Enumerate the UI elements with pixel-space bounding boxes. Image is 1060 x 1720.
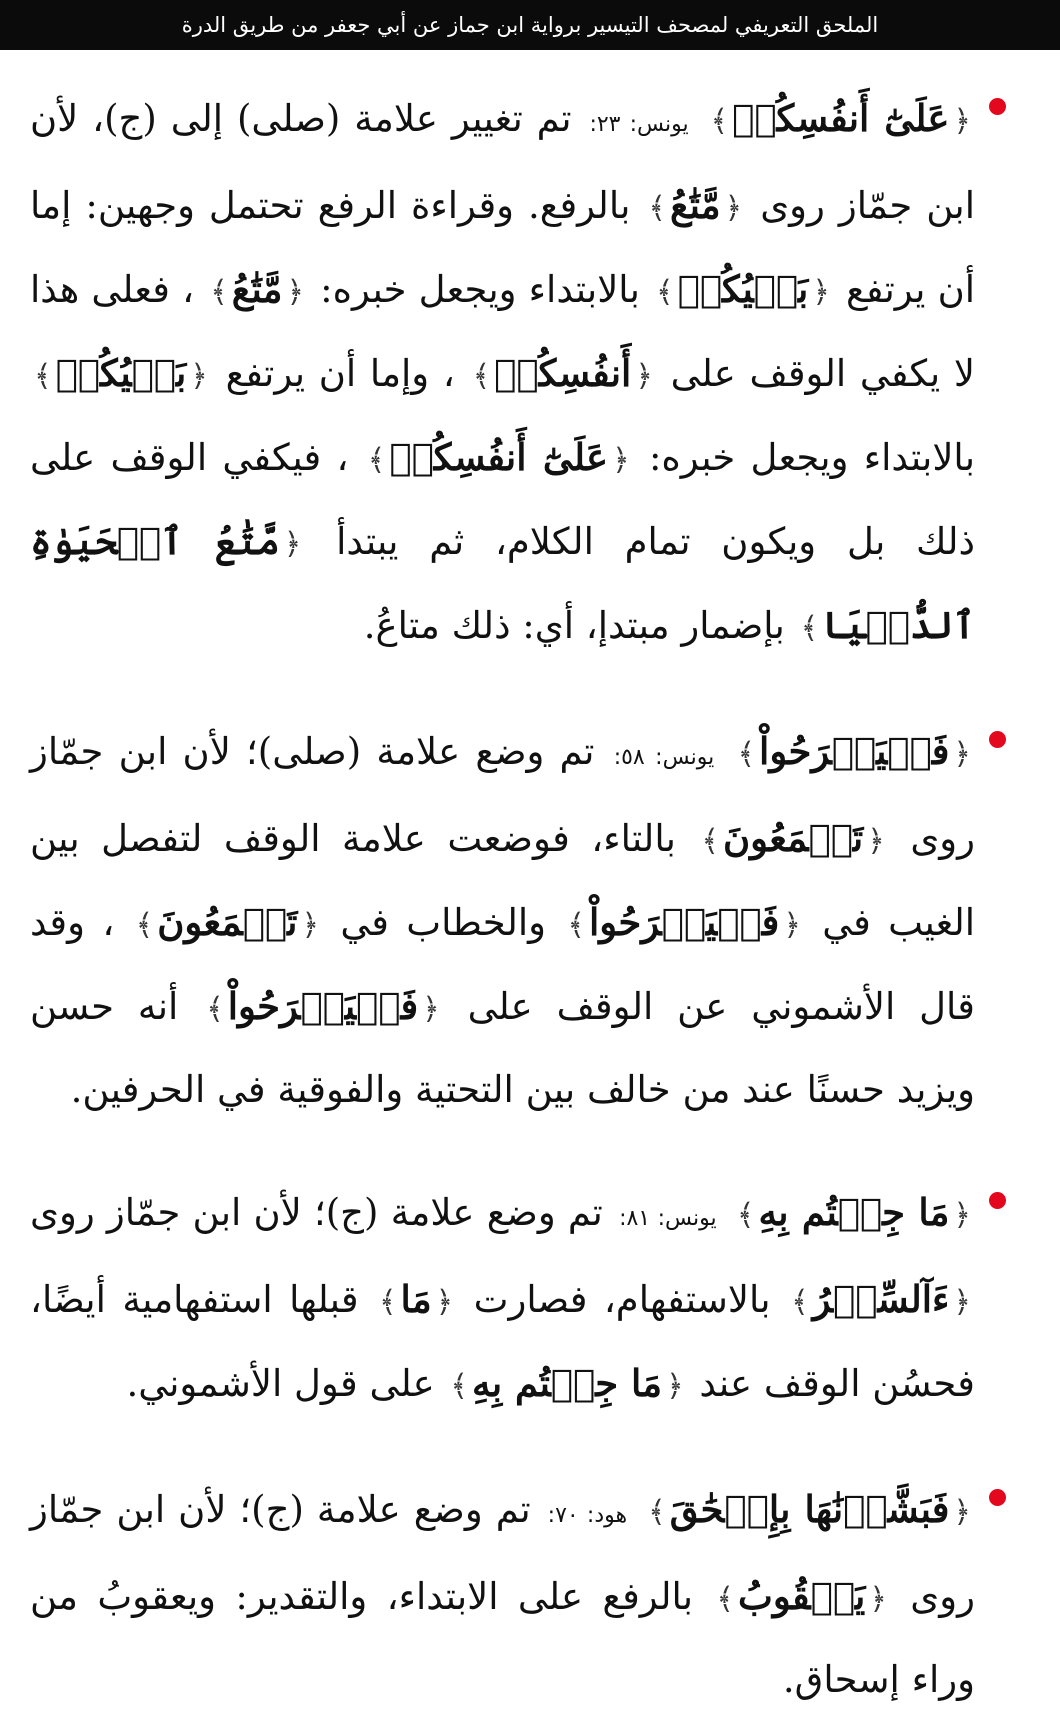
quran-word: بَغۡيُكُمۡ <box>55 351 187 395</box>
quran-word: تَجۡمَعُونَ <box>157 900 298 944</box>
note-sentence: أنه حسن ويزيد حسنًا عند من خالف بين التحتية والفوقية في الحرفين. <box>30 985 975 1111</box>
quran-word: عَلَىٰٓ أَنفُسِكُمۖ <box>389 435 609 479</box>
ornate-bracket-open-icon: ﴿ <box>867 824 885 859</box>
note-item <box>30 1172 1006 1427</box>
note-sentence: قبلها استفهامية أيضًا، فحسُن الوقف عند <box>30 1278 975 1405</box>
ornate-bracket-open-icon: ﴿ <box>724 191 743 226</box>
quran-word: يَعۡقُوبُ <box>737 1574 866 1618</box>
quran-word: فَلۡيَفۡرَحُواْ <box>588 900 780 944</box>
ornate-bracket-open-icon: ﴿ <box>422 992 440 1027</box>
note-sentence: بالابتداء ويجعل خبره: <box>648 436 975 479</box>
note-sentence: ، فيكفي الوقف على ذلك بل ويكون تمام الكلام، ثم يبتدأ <box>30 436 975 563</box>
ornate-bracket-open-icon: ﴿ <box>190 359 208 394</box>
quran-word: مَّتَٰعُ ٱلۡحَيَوٰةِ ٱلدُّنۡيَا <box>30 519 975 647</box>
note-sentence: بالاستفهام، فصارت <box>473 1278 771 1321</box>
note-sentence: تم وضع علامة (صلى)؛ لأن ابن جمّاز روى <box>30 730 976 860</box>
ornate-bracket-open-icon: ﴿ <box>783 908 801 943</box>
ornate-bracket-open-icon: ﴿ <box>635 359 653 394</box>
quran-word: تَجۡمَعُونَ <box>722 816 864 860</box>
ornate-bracket-open-icon: ﴿ <box>953 1198 971 1233</box>
ornate-bracket-open-icon: ﴿ <box>666 1369 684 1404</box>
ornate-bracket-close-icon: ﴾ <box>800 611 819 646</box>
note-sentence: والخطاب في <box>340 901 547 944</box>
note-sentence: بالرفع على الابتداء، والتقدير: ويعقوبُ من وراء إسحاق. <box>30 1575 975 1701</box>
note-sentence: تم وضع علامة (ج)؛ لأن ابن جمّاز روى <box>30 1191 603 1234</box>
ornate-bracket-close-icon: ﴾ <box>737 737 756 772</box>
page-header <box>0 0 1060 50</box>
note-item <box>30 711 1006 1130</box>
quran-word: مَا جِئۡتُم بِهِ <box>472 1361 663 1405</box>
note-item <box>30 1469 1006 1720</box>
quran-word: مَا جِئۡتُم بِهِ <box>758 1190 950 1234</box>
note-item <box>30 78 1006 669</box>
note-sentence: بالرفع. وقراءة الرفع تحتمل وجهين: إما أن يرتفع <box>30 184 976 311</box>
quran-word: أَنفُسِكُمۖ <box>494 351 632 395</box>
quran-word: مَا <box>400 1277 432 1321</box>
note-sentence: تم وضع علامة (ج)؛ لأن ابن جمّاز روى <box>30 1488 975 1618</box>
red-bullet-icon <box>989 1489 1006 1506</box>
ornate-bracket-open-icon: ﴿ <box>953 1285 971 1320</box>
ornate-bracket-open-icon: ﴿ <box>953 104 971 139</box>
red-bullet-icon <box>989 1192 1006 1209</box>
note-sentence: تم تغيير علامة (صلى) إلى (ج)، لأن ابن جمّاز روى <box>30 97 975 227</box>
ornate-bracket-close-icon: ﴾ <box>716 1582 734 1617</box>
red-bullet-icon <box>989 731 1006 748</box>
quran-word: ءَآلسِّحۡرُ <box>812 1277 950 1321</box>
note-sentence: ، وإما أن يرتفع <box>225 352 455 395</box>
ornate-bracket-open-icon: ﴿ <box>869 1582 887 1617</box>
ornate-bracket-open-icon: ﴿ <box>283 527 302 562</box>
note-text <box>30 1469 975 1720</box>
ornate-bracket-open-icon: ﴿ <box>435 1285 454 1320</box>
quran-word: فَلۡيَفۡرَحُواْ <box>759 729 950 773</box>
ornate-bracket-close-icon: ﴾ <box>450 1369 468 1404</box>
note-sentence: بالابتداء ويجعل خبره: <box>320 268 640 311</box>
verse-reference: يونس: ٥٨: <box>613 745 715 770</box>
ornate-bracket-open-icon: ﴿ <box>953 737 971 772</box>
quran-word: مَّتَٰعُ <box>231 267 283 311</box>
ornate-bracket-close-icon: ﴾ <box>34 359 52 394</box>
quran-word: عَلَىٰٓ أَنفُسِكُمۖ <box>732 96 950 140</box>
verse-reference: هود: ٧٠: <box>547 1503 628 1528</box>
ornate-bracket-close-icon: ﴾ <box>378 1285 397 1320</box>
note-text <box>30 1172 975 1427</box>
note-text <box>30 78 975 669</box>
note-sentence: بالتاء، فوضعت علامة الوقف لتفصل بين الغيب في <box>30 817 976 944</box>
note-text <box>30 711 975 1130</box>
note-sentence: ، وقد قال الأشموني عن الوقف على <box>30 901 975 1028</box>
ornate-bracket-close-icon: ﴾ <box>367 443 386 478</box>
ornate-bracket-close-icon: ﴾ <box>791 1285 809 1320</box>
note-sentence: ، فعلى هذا لا يكفي الوقف على <box>30 268 976 395</box>
ornate-bracket-close-icon: ﴾ <box>135 908 154 943</box>
ornate-bracket-close-icon: ﴾ <box>648 191 666 226</box>
quran-word: بَغۡيُكُمۡ <box>677 267 809 311</box>
ornate-bracket-open-icon: ﴿ <box>301 908 320 943</box>
ornate-bracket-open-icon: ﴿ <box>812 275 830 310</box>
note-sentence: على قول الأشموني. <box>126 1362 435 1405</box>
quran-word: فَلۡيَفۡرَحُواْ <box>227 984 419 1028</box>
ornate-bracket-close-icon: ﴾ <box>736 1198 755 1233</box>
ornate-bracket-close-icon: ﴾ <box>472 359 491 394</box>
notes-list <box>0 50 1060 1720</box>
ornate-bracket-close-icon: ﴾ <box>701 824 719 859</box>
red-bullet-icon <box>989 98 1006 115</box>
ornate-bracket-close-icon: ﴾ <box>648 1495 666 1530</box>
ornate-bracket-close-icon: ﴾ <box>567 908 585 943</box>
verse-reference: يونس: ٨١: <box>619 1206 717 1231</box>
ornate-bracket-close-icon: ﴾ <box>206 992 224 1027</box>
ornate-bracket-open-icon: ﴿ <box>612 443 630 478</box>
quran-word: فَبَشَّرۡنَٰهَا بِإِسۡحَٰقَ <box>669 1487 950 1531</box>
header-title: الملحق التعريفي لمصحف التيسير برواية ابن جماز عن أبي جعفر من طريق الدرة <box>181 13 879 37</box>
ornate-bracket-open-icon: ﴿ <box>286 275 305 310</box>
quran-word: مَّتَٰعُ <box>669 183 721 227</box>
ornate-bracket-open-icon: ﴿ <box>953 1495 971 1530</box>
ornate-bracket-close-icon: ﴾ <box>656 275 674 310</box>
ornate-bracket-close-icon: ﴾ <box>210 275 228 310</box>
note-sentence: بإضمار مبتدإ، أي: ذلك متاعُ. <box>363 604 785 647</box>
verse-reference: يونس: ٢٣: <box>589 112 689 137</box>
ornate-bracket-close-icon: ﴾ <box>710 104 729 139</box>
